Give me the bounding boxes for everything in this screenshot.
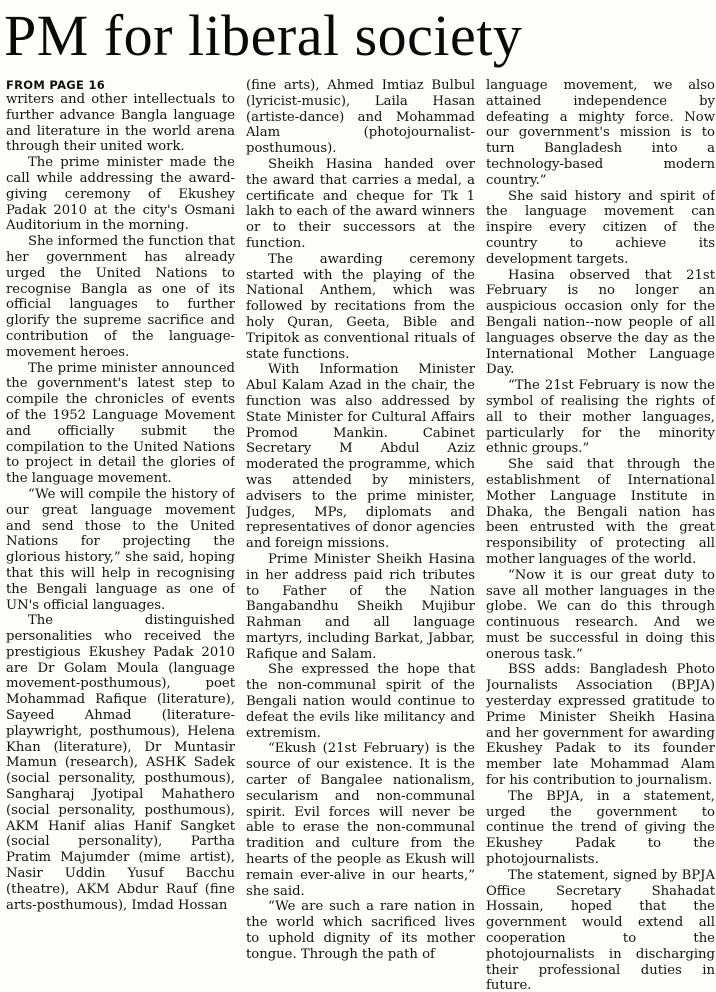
paragraph: (fine arts), Ahmed Imtiaz Bulbul (lyricist-music), Laila Hasan (artiste-dance) and Mohammad Alam (photojournalist-posthumous). (246, 78, 475, 157)
paragraph: “Now it is our great duty to save all mother languages in the globe. We can do this through continuous research. And we must be successful in doing this onerous task.” (486, 567, 715, 662)
paragraph: She said that through the establishment of International Mother Language Institute in Dhaka, the Bengali nation has been entrusted with the great responsibility of protecting all mother languages of the world. (486, 457, 715, 567)
paragraph: The prime minister announced the government's latest step to compile the chronicles of events of the 1952 Language Movement and officially submit the compilation to the United Nations to project in detail the glories of the language movement. (6, 360, 235, 487)
paragraph: writers and other intellectuals to further advance Bangla language and literature in the world arena through their united work. (6, 92, 235, 155)
paragraph: With Information Minister Abul Kalam Azad in the chair, the function was also addressed by State Minister for Cultural Affairs Promod Mankin. Cabinet Secretary M Abdul Aziz moderated the programme, which was attended by ministers, advisers to the prime minister, Judges, MPs, diplomats and representatives of donor agencies and foreign missions. (246, 362, 475, 552)
paragraph: The awarding ceremony started with the playing of the National Anthem, which was followed by recitations from the holy Quran, Geeta, Bible and Tripitok as conventional rituals of state functions. (246, 251, 475, 362)
paragraph: language movement, we also attained independence by defeating a mighty force. Now our government's mission is to turn Bangladesh into a technology-based modern country.” (486, 78, 715, 188)
paragraph: The statement, signed by BPJA Office Secretary Shahadat Hossain, hoped that the government would extend all cooperation to the photojournalists in discharging their professional duties in future. (486, 867, 715, 992)
column-3 (486, 78, 715, 992)
continuation-kicker: FROM PAGE 16 (6, 78, 106, 92)
paragraph: She expressed the hope that the non-communal spirit of the Bengali nation would continue to defeat the evils like militancy and extremism. (246, 662, 475, 741)
paragraph: Prime Minister Sheikh Hasina in her address paid rich tributes to Father of the Nation Bangabandhu Sheikh Mujibur Rahman and all language martyrs, including Barkat, Jabbar, Rafique and Salam. (246, 551, 475, 662)
paragraph: She said history and spirit of the language movement can inspire every citizen of the country to achieve its development targets. (486, 188, 715, 267)
paragraph: “We will compile the history of our great language movement and send those to the United Nations for projecting the glorious history,” she said, hoping that this will help in recognising the Bengali language as one of UN's official languages. (6, 486, 235, 613)
paragraph: The distinguished personalities who received the prestigious Ekushey Padak 2010 are Dr Golam Moula (language movement-posthumous), poet Mohammad Rafique (literature), Sayeed Ahmad (literature-playwright, posthumous), Helena Khan (literature), Dr Muntasir Mamun (research), ASHK Sadek (social personality, posthumous), Sangharaj Jyotipal Mahathero (social personality, posthumous), AKM Hanif alias Hanif Sangket (social personality), Partha Pratim Majumder (mime artist), Nasir Uddin Yusuf Bacchu (theatre), AKM Abdur Rauf (fine arts-posthumous), Imdad Hossan (6, 613, 235, 913)
headline: PM for liberal society (4, 3, 523, 68)
paragraph: The BPJA, in a statement, urged the government to continue the trend of giving the Ekushey Padak to the photojournalists. (486, 788, 715, 868)
paragraph: “We are such a rare nation in the world which sacrificed lives to uphold dignity of its mother tongue. Through the path of (246, 899, 475, 962)
paragraph: “Ekush (21st February) is the source of our existence. It is the carter of Bangalee nationalism, secularism and non-communal spirit. Evil forces will never be able to erase the non-communal tradition and culture from the hearts of the people as Ekush will remain ever-alive in our hearts,” she said. (246, 741, 475, 899)
column-1 (6, 78, 235, 992)
paragraph: BSS adds: Bangladesh Photo Journalists Association (BPJA) yesterday expressed gratitude to Prime Minister Sheikh Hasina and her government for awarding Ekushey Padak to its founder member late Mohammad Alam for his contribution to journalism. (486, 662, 715, 789)
column-2 (246, 78, 475, 992)
paragraph: Sheikh Hasina handed over the award that carries a medal, a certificate and cheque for Tk 1 lakh to each of the award winners or to their successors at the function. (246, 156, 475, 251)
paragraph: “The 21st February is now the symbol of realising the rights of all to their mother languages, particularly for the minority ethnic groups.” (486, 378, 715, 457)
paragraph: Hasina observed that 21st February is no longer an auspicious occasion only for the Bengali nation--now people of all languages observe the day as the International Mother Language Day. (486, 267, 715, 378)
paragraph: She informed the function that her government has already urged the United Nations to recognise Bangla as one of its official languages to further glorify the supreme sacrifice and contribution of the language-movement heroes. (6, 234, 235, 360)
paragraph: The prime minister made the call while addressing the award-giving ceremony of Ekushey Padak 2010 at the city's Osmani Auditorium in the morning. (6, 155, 235, 234)
